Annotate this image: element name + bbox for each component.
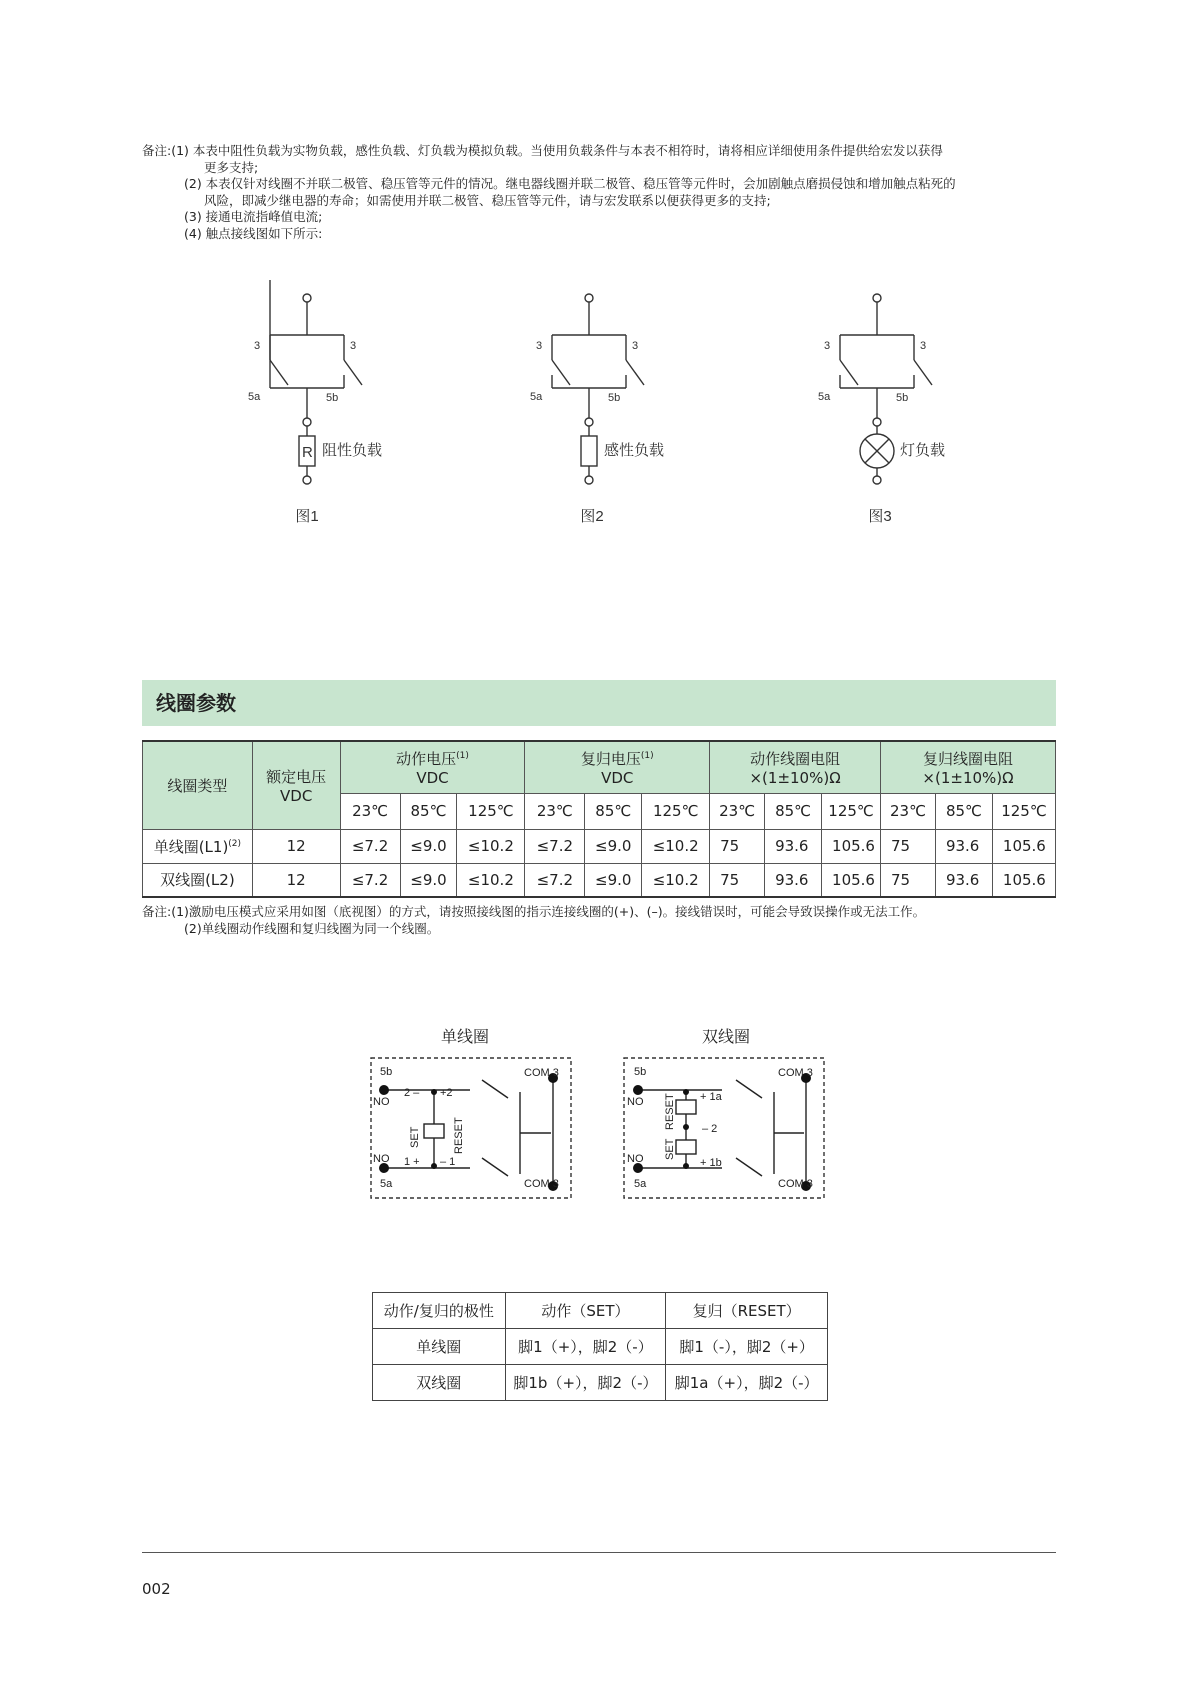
row-type: 单线圈$(L1)^{(2)}$ <box>143 829 253 863</box>
cell: 脚1a（+），脚2（-） <box>666 1365 828 1401</box>
table-row <box>143 863 1056 897</box>
temp-cell: 125℃ <box>822 793 881 829</box>
polarity-header: 动作/复归的极性 <box>373 1293 506 1329</box>
single-pin-bottom-left: 1 + <box>404 1156 420 1168</box>
double-com-top: COM 3 <box>778 1067 813 1079</box>
fig3-pin-bottom-right: 5b <box>896 392 909 404</box>
fig1-pin-top-left: 3 <box>254 340 261 352</box>
cell: 105.6 <box>992 829 1055 863</box>
row-rated: 12 <box>252 863 340 897</box>
temp-cell: 23℃ <box>340 793 400 829</box>
double-set-label: SET <box>664 1138 676 1160</box>
cell: ≤7.2 <box>525 829 585 863</box>
cell: 单线圈 <box>373 1329 506 1365</box>
fig2-load-label: 感性负载 <box>604 442 665 459</box>
double-com-bottom: COM 3 <box>778 1178 813 1190</box>
temp-cell: 85℃ <box>765 793 822 829</box>
cell: ≤10.2 <box>642 829 710 863</box>
note-1: 备注:(1) 本表中阻性负载为实物负载，感性负载、灯负载为模拟负载。当使用负载条件与本表不相符时，请将相应详细使用条件提供给宏发以获得 <box>142 143 943 158</box>
cell: 105.6 <box>992 863 1055 897</box>
single-pin-top-left: 2 – <box>404 1087 420 1099</box>
coil-wiring-diagrams <box>0 1020 1190 1210</box>
fig3-caption: 图3 <box>868 508 892 525</box>
double-coil-frame <box>624 1058 824 1198</box>
table-row <box>373 1329 828 1365</box>
single-reset-label: RESET <box>453 1117 465 1154</box>
note-1-cont: 更多支持; <box>204 159 259 175</box>
fig1-load-label: 阻性负载 <box>322 442 383 459</box>
temp-cell: 85℃ <box>935 793 992 829</box>
double-pin-5b: 5b <box>634 1066 647 1078</box>
fig1-pin-bottom-right: 5b <box>326 392 339 404</box>
fig3-load-label: 灯负载 <box>900 442 946 459</box>
cell: 脚1（-），脚2（+） <box>666 1329 828 1365</box>
contact-wiring-figures <box>0 280 1190 540</box>
fig1-pin-bottom-left: 5a <box>248 391 261 403</box>
row-rated: 12 <box>252 829 340 863</box>
row-type: 双线圈(L2) <box>143 863 253 897</box>
note-4: (4) 触点接线图如下所示: <box>184 225 323 241</box>
temp-cell: 23℃ <box>710 793 765 829</box>
header-coil-type: 线圈类型 <box>143 741 253 829</box>
temp-cell: 125℃ <box>457 793 525 829</box>
cell: ≤7.2 <box>525 863 585 897</box>
cell: 75 <box>881 829 936 863</box>
cell: ≤9.0 <box>400 863 457 897</box>
double-no-top: NO <box>627 1096 644 1108</box>
single-pin-5b: 5b <box>380 1066 393 1078</box>
temp-cell: 23℃ <box>525 793 585 829</box>
double-pin-1b: + 1b <box>700 1157 722 1169</box>
fig3-pin-top-right: 3 <box>920 340 927 352</box>
fig3-pin-bottom-left: 5a <box>818 391 831 403</box>
single-coil-title: 单线圈 <box>440 1029 490 1046</box>
header-reset-coil-resistance: 复归线圈电阻 ×(1±10%)Ω <box>881 741 1056 793</box>
header-set-voltage: 动作电压$^{(1)}$ VDC <box>340 741 525 793</box>
polarity-table <box>372 1292 828 1401</box>
double-coil-title: 双线圈 <box>701 1029 751 1046</box>
single-coil-frame <box>371 1058 571 1198</box>
table-row <box>373 1365 828 1401</box>
cell: 脚1（+），脚2（-） <box>505 1329 666 1365</box>
single-set-label: SET <box>409 1126 421 1148</box>
cell: 93.6 <box>935 863 992 897</box>
cell: ≤9.0 <box>585 863 642 897</box>
note-2: (2) 本表仅针对线圈不并联二极管、稳压管等元件的情况。继电器线圈并联二极管、稳压管等元件时，会加剧触点磨损侵蚀和增加触点粘死的 <box>184 176 956 191</box>
temp-cell: 125℃ <box>642 793 710 829</box>
table-row <box>143 829 1056 863</box>
polarity-header: 动作（SET） <box>505 1293 666 1329</box>
coil-parameters-table <box>142 740 1056 898</box>
note-3: (3) 接通电流指峰值电流; <box>184 209 323 224</box>
bottom-notes: 备注:(1)激励电压模式应采用如图（底视图）的方式，请按照接线图的指示连接线圈的(+)、(–)。接线错误时，可能会导致误操作或无法工作。 (2)单线圈动作线圈和复归线圈为同一个线圈。 <box>142 904 926 936</box>
single-com-bottom: COM 3 <box>524 1178 559 1190</box>
cell: 93.6 <box>765 863 822 897</box>
cell: 75 <box>881 863 936 897</box>
fig2-pin-bottom-right: 5b <box>608 392 621 404</box>
single-com-top: COM 3 <box>524 1067 559 1079</box>
cell: 75 <box>710 863 765 897</box>
top-notes <box>142 143 1062 242</box>
temp-cell: 125℃ <box>992 793 1055 829</box>
cell: ≤10.2 <box>457 863 525 897</box>
cell: ≤10.2 <box>642 863 710 897</box>
single-no-bottom: NO <box>373 1153 390 1165</box>
section-title: 线圈参数 <box>142 680 1056 726</box>
fig2-pin-top-left: 3 <box>536 340 543 352</box>
cell: 105.6 <box>822 829 881 863</box>
cell: ≤10.2 <box>457 829 525 863</box>
cell: 双线圈 <box>373 1365 506 1401</box>
double-reset-label: RESET <box>664 1093 676 1130</box>
double-pin-1a: + 1a <box>700 1091 722 1103</box>
header-reset-voltage: 复归电压$^{(1)}$ VDC <box>525 741 710 793</box>
cell: 93.6 <box>935 829 992 863</box>
footer-divider <box>142 1552 1056 1553</box>
cell: 75 <box>710 829 765 863</box>
single-pin-top-right: +2 <box>440 1087 453 1099</box>
single-no-top: NO <box>373 1096 390 1108</box>
temp-cell: 85℃ <box>400 793 457 829</box>
temp-cell: 85℃ <box>585 793 642 829</box>
cell: ≤7.2 <box>340 863 400 897</box>
header-rated-voltage: 额定电压 VDC <box>252 741 340 829</box>
double-pin-5a: 5a <box>634 1178 647 1190</box>
note-2-cont: 风险，即减少继电器的寿命；如需使用并联二极管、稳压管等元件，请与宏发联系以便获得更多的支持; <box>204 192 771 208</box>
single-pin-bottom-right: – 1 <box>440 1156 456 1168</box>
fig2-pin-bottom-left: 5a <box>530 391 543 403</box>
fig3-pin-top-left: 3 <box>824 340 831 352</box>
cell: ≤7.2 <box>340 829 400 863</box>
resistor-letter: R <box>302 444 313 461</box>
fig1-pin-top-right: 3 <box>350 340 357 352</box>
fig1-caption: 图1 <box>295 508 319 525</box>
cell: 105.6 <box>822 863 881 897</box>
double-no-bottom: NO <box>627 1153 644 1165</box>
cell: ≤9.0 <box>585 829 642 863</box>
double-pin-2: – 2 <box>702 1123 718 1135</box>
cell: ≤9.0 <box>400 829 457 863</box>
polarity-header: 复归（RESET） <box>666 1293 828 1329</box>
page-number: 002 <box>142 1580 171 1598</box>
temp-cell: 23℃ <box>881 793 936 829</box>
fig2-caption: 图2 <box>580 508 604 525</box>
single-pin-5a: 5a <box>380 1178 393 1190</box>
cell: 93.6 <box>765 829 822 863</box>
cell: 脚1b（+），脚2（-） <box>505 1365 666 1401</box>
fig2-pin-top-right: 3 <box>632 340 639 352</box>
header-set-coil-resistance: 动作线圈电阻 ×(1±10%)Ω <box>710 741 881 793</box>
